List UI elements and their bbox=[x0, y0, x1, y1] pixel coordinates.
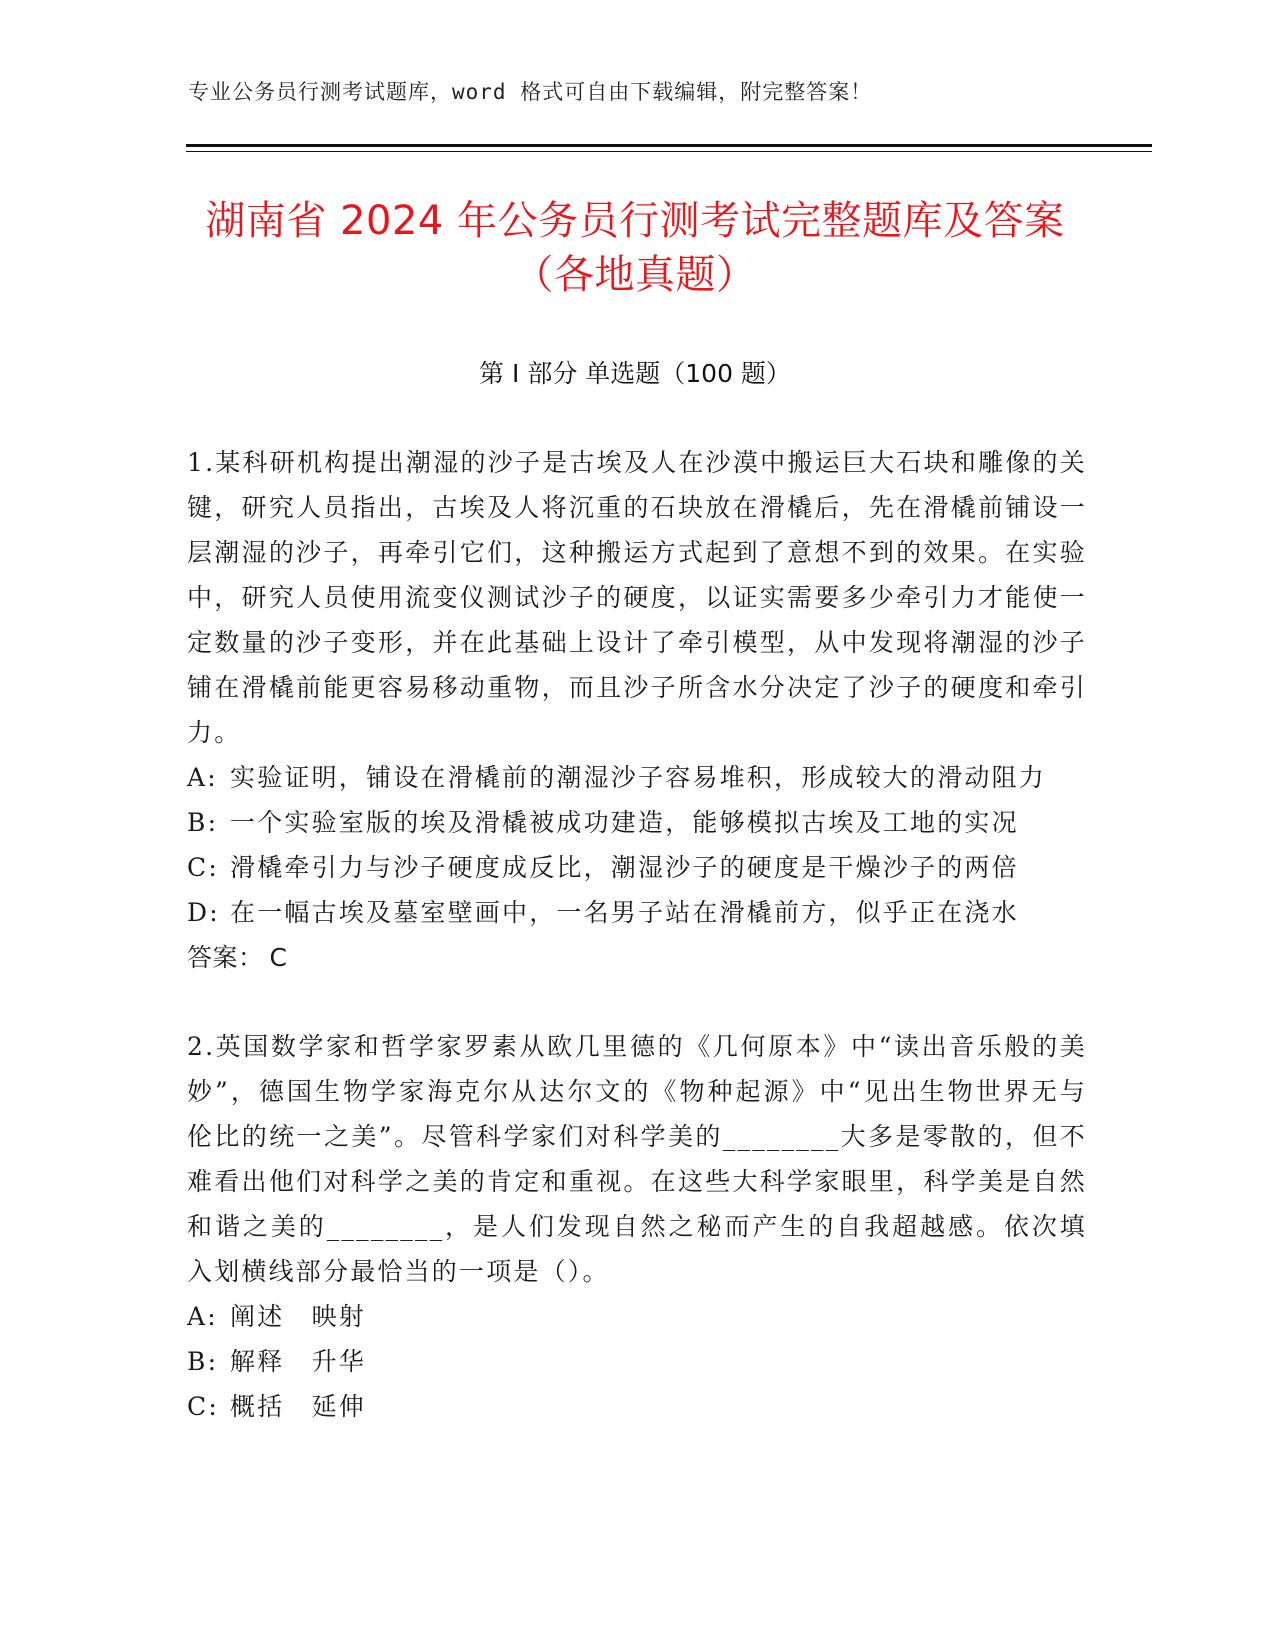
option-a bbox=[187, 1294, 1087, 1339]
option-c bbox=[187, 1384, 1087, 1429]
document-title: 湖南省 2024 年公务员行测考试完整题库及答案（各地真题） bbox=[205, 198, 1065, 298]
question-2 bbox=[187, 1024, 1087, 1429]
option-text: 解释 升华 bbox=[230, 1347, 367, 1376]
answer-value: C bbox=[269, 943, 288, 972]
option-c bbox=[187, 845, 1087, 890]
option-text: 实验证明，铺设在滑橇前的潮湿沙子容易堆积，形成较大的滑动阻力 bbox=[230, 763, 1047, 792]
option-text: 阐述 映射 bbox=[230, 1302, 367, 1331]
question-body bbox=[187, 440, 1087, 1429]
header-note: 专业公务员行测考试题库，word 格式可自由下载编辑，附完整答案！ bbox=[188, 80, 873, 104]
option-d bbox=[187, 890, 1087, 935]
option-text: 在一幅古埃及墓室壁画中，一名男子站在滑橇前方，似乎正在浇水 bbox=[230, 898, 1019, 927]
option-text: 滑橇牵引力与沙子硬度成反比，潮湿沙子的硬度是干燥沙子的两倍 bbox=[230, 853, 1019, 882]
question-stem: 1.某科研机构提出潮湿的沙子是古埃及人在沙漠中搬运巨大石块和雕像的关键，研究人员指出，古埃及人将沉重的石块放在滑橇后，先在滑橇前铺设一层潮湿的沙子，再牵引它们，这种搬运方式起到了意想不到的效果。在实验中，研究人员使用流变仪测试沙子的硬度，以证实需要多少牵引力才能使一定数量的沙子变形，并在此基础上设计了牵引模型，从中发现将潮湿的沙子铺在滑橇前能更容易移动重物，而且沙子所含水分决定了沙子的硬度和牵引力。 bbox=[187, 448, 1087, 747]
answer-label: 答案： bbox=[187, 943, 264, 972]
option-label: B: bbox=[187, 808, 219, 837]
option-label: C: bbox=[187, 1392, 219, 1421]
option-label: C: bbox=[187, 853, 219, 882]
option-text: 概括 延伸 bbox=[230, 1392, 367, 1421]
option-text: 一个实验室版的埃及滑橇被成功建造，能够模拟古埃及工地的实况 bbox=[230, 808, 1019, 837]
answer-line bbox=[187, 935, 1087, 980]
option-label: A: bbox=[187, 1302, 218, 1331]
option-b bbox=[187, 800, 1087, 845]
header-divider-thick bbox=[186, 144, 1152, 147]
option-label: D: bbox=[187, 898, 220, 927]
option-a bbox=[187, 755, 1087, 800]
header-divider-thin bbox=[186, 151, 1152, 152]
option-b bbox=[187, 1339, 1087, 1384]
option-label: B: bbox=[187, 1347, 219, 1376]
option-label: A: bbox=[187, 763, 218, 792]
question-1 bbox=[187, 440, 1087, 980]
section-title: 第 I 部分 单选题（100 题） bbox=[479, 359, 791, 388]
question-stem: 2.英国数学家和哲学家罗素从欧几里德的《几何原本》中“读出音乐般的美妙”，德国生物学家海克尔从达尔文的《物种起源》中“见出生物世界无与伦比的统一之美”。尽管科学家们对科学美的________大多是零散的，但不难看出他们对科学之美的肯定和重视。在这些大科学家眼里，科学美是自然和谐之美的________，是人们发现自然之秘而产生的自我超越感。依次填入划横线部分最恰当的一项是（）。 bbox=[187, 1032, 1087, 1286]
